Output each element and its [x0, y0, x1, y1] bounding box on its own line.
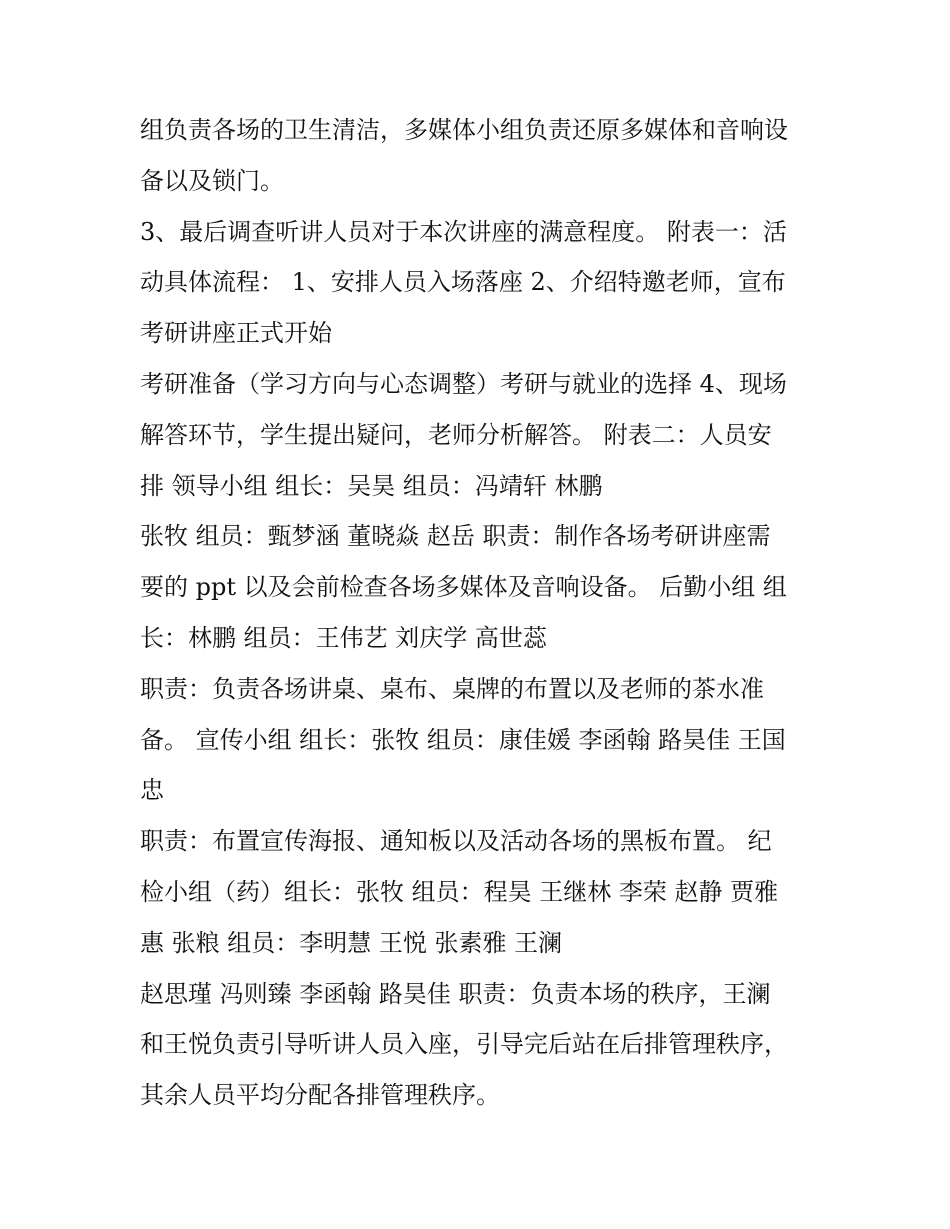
text-line: 忠 — [140, 776, 164, 805]
text-line: 解答环节，学生提出疑问，老师分析解答。 附表二：人员安 — [140, 420, 772, 449]
text-line: 和王悦负责引导听讲人员入座，引导完后站在后排管理秩序， — [140, 1030, 788, 1059]
text-line: 备。 宣传小组 组长：张牧 组员：康佳媛 李函翰 路昊佳 王国 — [140, 725, 786, 754]
text-line: 动具体流程： 1、安排人员入场落座 2、介绍特邀老师，宣布 — [140, 268, 786, 297]
text-line: 3、最后调查听讲人员对于本次讲座的满意程度。 附表一：活 — [140, 217, 787, 246]
text-line: 检小组（药）组长：张牧 组员：程昊 王继林 李荣 赵静 贾雅 — [140, 877, 779, 906]
text-line: 长：林鹏 组员：王伟艺 刘庆学 高世蕊 — [140, 623, 547, 652]
text-line: 排 领导小组 组长：吴昊 组员：冯靖轩 林鹏 — [140, 471, 603, 500]
document-body — [140, 105, 830, 1121]
text-line: 赵思瑾 冯则臻 李函翰 路昊佳 职责：负责本场的秩序，王澜 — [140, 979, 771, 1008]
text-line: 惠 张粮 组员：李明慧 王悦 张素雅 王澜 — [140, 928, 563, 957]
text-line: 要的 ppt 以及会前检查各场多媒体及音响设备。 后勤小组 组 — [140, 573, 787, 602]
text-line: 职责：负责各场讲桌、桌布、桌牌的布置以及老师的茶水准 — [140, 674, 764, 703]
text-line: 备以及锁门。 — [140, 166, 284, 195]
text-line: 考研讲座正式开始 — [140, 319, 332, 348]
text-line: 组负责各场的卫生清洁，多媒体小组负责还原多媒体和音响设 — [140, 116, 788, 144]
text-line: 其余人员平均分配各排管理秩序。 — [140, 1081, 500, 1110]
text-line: 职责：布置宣传海报、通知板以及活动各场的黑板布置。 纪 — [140, 827, 772, 856]
text-line: 考研准备（学习方向与心态调整）考研与就业的选择 4、现场 — [140, 369, 787, 398]
text-line: 张牧 组员：甄梦涵 董晓焱 赵岳 职责：制作各场考研讲座需 — [140, 522, 771, 551]
